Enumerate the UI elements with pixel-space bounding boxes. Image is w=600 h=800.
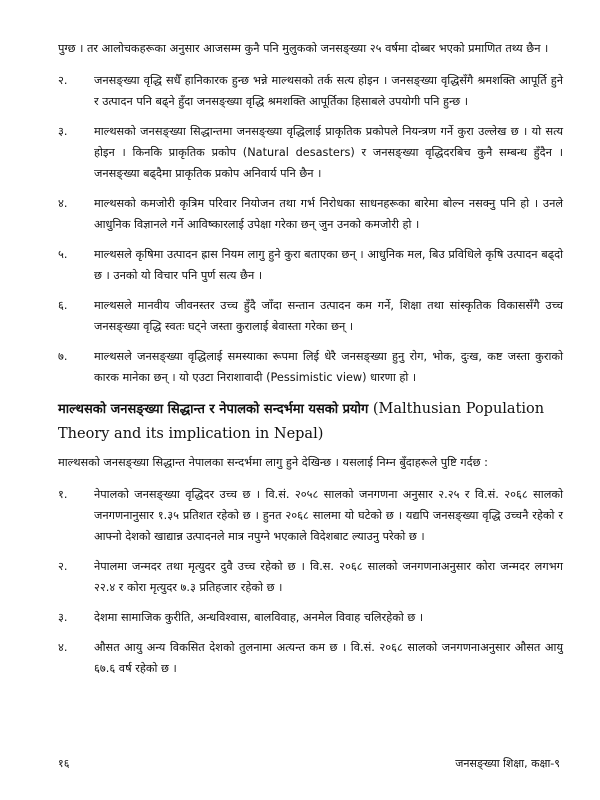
criticism-list [58,70,563,388]
item-number: ७. [58,350,68,363]
page-content [58,38,563,688]
item-number: ४. [58,641,68,654]
item-text: देशमा सामाजिक कुरीति, अन्धविश्वास, बालविवाह, अनमेल विवाह चलिरहेको छ । [94,611,424,624]
list-item [58,484,563,547]
section-heading [58,397,563,447]
item-text: नेपालको जनसङ्ख्या वृद्धिदर उच्च छ । वि.सं. २०५८ सालको जनगणना अनुसार २.२५ र वि.सं. २०६८ सालको जनगणनानुसार १.३५ प्रतिशत रहेको छ । हुनत २०६८ सालमा यो घटेको छ । यद्यपि जनसङ्ख्या वृद्धि उच्चनै रहेको र आफ्नो देशको खाद्यान्न उत्पादनले मात्र नपुग्ने भएकाले विदेशबाट ल्याउनु परेको छ । [94,488,563,543]
list-item [58,70,563,112]
implication-list [58,484,563,679]
item-text: जनसङ्ख्या वृद्धि सधैँ हानिकारक हुन्छ भन्ने माल्थसको तर्क सत्य होइन । जनसङ्ख्या वृद्धिसँगै श्रमशक्ति आपूर्ति हुने र उत्पादन पनि बढ्ने हुँदा जनसङ्ख्या वृद्धि श्रमशक्ति आपूर्तिका हिसाबले उपयोगी पनि हुन्छ । [94,74,563,108]
item-number: ५. [58,248,68,261]
item-text: माल्थसले जनसङ्ख्या वृद्धिलाई समस्याका रूपमा लिई धेरै जनसङ्ख्या हुनु रोग, भोक, दुःख, कष्ट जस्ता कुराको कारक मानेका छन् । यो एउटा निराशावादी (Pessimistic view) धारणा हो । [94,350,563,384]
list-item [58,244,563,286]
item-text: माल्थसले मानवीय जीवनस्तर उच्च हुँदै जाँदा सन्तान उत्पादन कम गर्ने, शिक्षा तथा सांस्कृतिक विकाससँगै उच्च जनसङ्ख्या वृद्धि स्वतः घट्ने जस्ता कुरालाई बेवास्ता गरेका छन् । [94,299,563,333]
item-number: १. [58,488,68,501]
list-item [58,193,563,235]
section-intro: माल्थसको जनसङ्ख्या सिद्धान्त नेपालका सन्दर्भमा लागु हुने देखिन्छ । यसलाई निम्न बुँदाहरूले पुष्टि गर्दछ : [58,456,488,469]
item-text: माल्थसको जनसङ्ख्या सिद्धान्तमा जनसङ्ख्या वृद्धिलाई प्राकृतिक प्रकोपले नियन्त्रण गर्ने कुरा उल्लेख छ । यो सत्य होइन । किनकि प्राकृतिक प्रकोप (Natural desasters) र जनसङ्ख्या वृद्धिदरबिच कुनै सम्बन्ध हुँदैन । जनसङ्ख्या बढ्दैमा प्राकृतिक प्रकोप अनिवार्य पनि छैन । [94,125,563,180]
nepal-implication-section [58,397,563,679]
page-footer [58,756,560,771]
item-text: नेपालमा जन्मदर तथा मृत्युदर दुवै उच्च रहेको छ । वि.स. २०६८ सालको जनगणनाअनुसार कोरा जन्मदर लगभग २२.४ र कोरा मृत्युदर ७.३ प्रतिहजार रहेको छ । [94,560,563,594]
continuation-paragraph: पुग्छ । तर आलोचकहरूका अनुसार आजसम्म कुनै पनि मुलुकको जनसङ्ख्या २५ वर्षमा दोब्बर भएको प्रमाणित तथ्य छैन । [58,42,549,55]
item-number: ४. [58,197,68,210]
section-heading-english: (Malthusian Population Theory and its implication in Nepal) [58,401,545,442]
page-number: १६ [58,757,70,770]
item-text: औसत आयु अन्य विकसित देशको तुलनामा अत्यन्त कम छ । वि.सं. २०६८ सालको जनगणनाअनुसार औसत आयु ६७.६ वर्ष रहेको छ । [94,641,563,675]
list-item [58,556,563,598]
list-item [58,121,563,184]
list-item [58,637,563,679]
item-text: माल्थसले कृषिमा उत्पादन ह्रास नियम लागु हुने कुरा बताएका छन् । आधुनिक मल, बिउ प्रविधिले कृषि उत्पादन बढ्दो छ । उनको यो विचार पनि पुर्ण सत्य छैन । [94,248,563,282]
list-item [58,346,563,388]
item-number: २. [58,560,68,573]
item-number: ३. [58,125,68,138]
item-text: माल्थसको कमजोरी कृत्रिम परिवार नियोजन तथा गर्भ निरोधका साधनहरूका बारेमा बोल्न नसक्नु पनि हो । उनले आधुनिक विज्ञानले गर्ने आविष्कारलाई उपेक्षा गरेका छन् जुन उनको कमजोरी हो । [94,197,563,231]
list-item [58,295,563,337]
item-number: ३. [58,611,68,624]
section-heading-nepali: माल्थसको जनसङ्ख्या सिद्धान्त र नेपालको सन्दर्भमा यसको प्रयोग [58,402,369,417]
list-item [58,607,563,628]
book-title: जनसङ्ख्या शिक्षा, कक्षा-९ [455,757,560,770]
item-number: २. [58,74,68,87]
item-number: ६. [58,299,68,312]
